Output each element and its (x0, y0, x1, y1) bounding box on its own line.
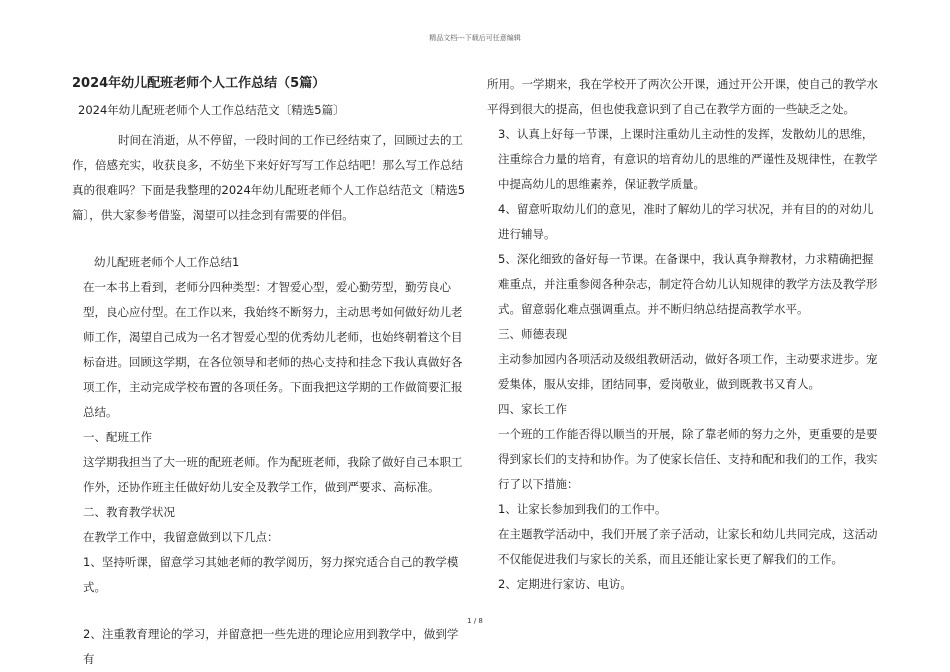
paragraph: 主动参加园内各项活动及级组教研活动，做好各项工作，主动要求进步。宠爱集体，服从安排，团结同事，爱岗敬业，做到既教书又育人。 (498, 352, 878, 391)
document-title: 2024年幼儿配班老师个人工作总结（5篇） (72, 76, 326, 91)
list-item: 1、坚持听课，留意学习其她老师的教学阅历，努力探究适合自己的教学模式。 (83, 555, 459, 594)
paragraph: 这学期我担当了大一班的配班老师。作为配班老师，我除了做好自己本职工作外，还协作班主任做好幼儿安全及教学工作，做到严要求、高标准。 (83, 455, 463, 494)
left-column (72, 72, 467, 672)
heading-ethics: 三、师德表现 (498, 327, 567, 341)
right-column (487, 72, 880, 597)
list-item: 1、让家长参加到我们的工作中。 (498, 502, 667, 516)
list-item: 2、注重教育理论的学习，并留意把一些先进的理论应用到教学中，做到学有 (83, 627, 459, 666)
intro-paragraph: 时间在消逝，从不停留，一段时间的工作已经结束了，回顾过去的工作，倍感充实，收获良多，不妨坐下来好好写写工作总结吧！那么写工作总结真的很难吗？下面是我整理的2024年幼儿配班老师个人工作总结范文〔精选5篇〕，供大家参考借鉴，渴望可以挂念到有需要的伴侣。 (72, 133, 466, 222)
heading-parents: 四、家长工作 (498, 402, 567, 416)
paragraph: 在一本书上看到，老师分四种类型：才智爱心型，爱心勤劳型，勤劳良心型，良心应付型。在工作以来，我始终不断努力，主动思考如何做好幼儿老师工作，渴望自己成为一名才智爱心型的优秀幼儿老师，也始终朝着这个目标奋进。回顾这学期，在各位领导和老师的热心支持和挂念下我认真做好各项工作，主动完成学校布置的各项任务。下面我把这学期的工作做简要汇报总结。 (83, 280, 463, 419)
list-item: 2、定期进行家访、电访。 (498, 577, 632, 591)
document-subtitle: 2024年幼儿配班老师个人工作总结范文〔精选5篇〕 (78, 103, 345, 117)
section-heading: 幼儿配班老师个人工作总结1 (94, 255, 240, 269)
list-item: 5、深化细致的备好每一节课。在备课中，我认真争辩教材，力求精确把握难重点，并注重参阅各种杂志，制定符合幼儿认知规律的教学方法及教学形式。留意弱化难点强调重点。并不断归纳总结提高教学水平。 (498, 252, 878, 316)
page-number: 1 / 8 (467, 617, 483, 625)
list-item: 3、认真上好每一节课，上课时注重幼儿主动性的发挥，发散幼儿的思维，注重综合力量的培育，有意识的培育幼儿的思维的严谨性及规律性，在教学中提高幼儿的思维素养，保证教学质量。 (498, 127, 878, 191)
header-note: 精品文档---下载后可任意编辑 (429, 34, 521, 42)
paragraph: 所用。一学期来，我在学校开了两次公开课，通过开公开课，使自己的教学水平得到很大的提高，但也使我意识到了自己在教学方面的一些缺乏之处。 (487, 77, 878, 116)
list-item: 4、留意听取幼儿们的意见，准时了解幼儿的学习状况，并有目的的对幼儿进行辅导。 (498, 202, 874, 241)
heading-teaching: 二、教育教学状况 (83, 505, 175, 519)
paragraph: 一个班的工作能否得以顺当的开展，除了靠老师的努力之外，更重要的是要得到家长们的支持和协作。为了使家长信任、支持和配和我们的工作，我实行了以下措施： (498, 427, 878, 491)
paragraph: 在主题教学活动中，我们开展了亲子活动，让家长和幼儿共同完成，这活动不仅能促进我们与家长的关系，而且还能让家长更了解我们的工作。 (498, 527, 878, 566)
heading-peiban: 一、配班工作 (83, 430, 152, 444)
paragraph: 在教学工作中，我留意做到以下几点： (83, 530, 279, 544)
